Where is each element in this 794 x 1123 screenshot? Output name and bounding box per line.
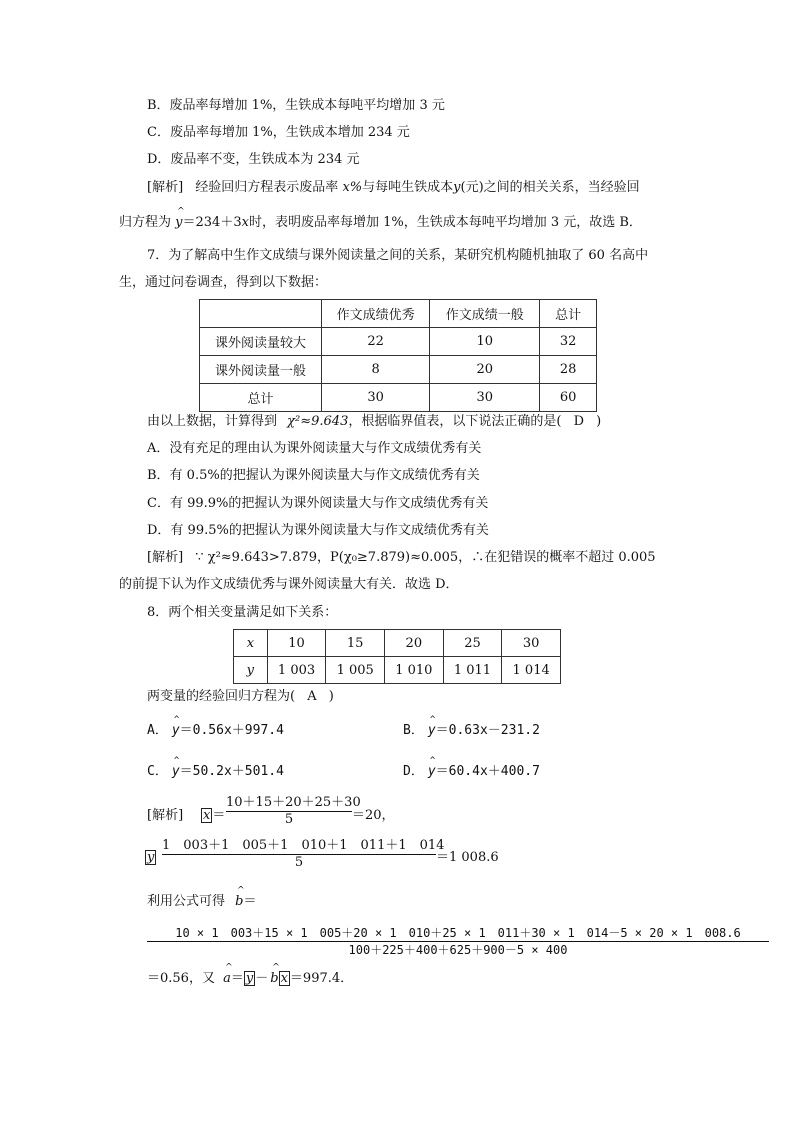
y-bar-fraction: 1 003＋1 005＋1 010＋1 011＋1 014 5 (162, 838, 445, 870)
table-cell: 15 (326, 630, 385, 657)
table-cell: 课外阅读量较大 (200, 328, 322, 356)
x-bar-result: ＝20， (352, 808, 395, 823)
table-cell: 25 (443, 630, 502, 657)
x-bar-symbol: x ＝ (203, 808, 226, 823)
table-cell: 作文成绩优秀 (322, 300, 430, 328)
q7-option-d: D．有 99.5%的把握认为课外阅读量大与作文成绩优秀有关 (147, 523, 489, 538)
table-cell: 8 (322, 356, 430, 384)
q7-option-b: B．有 0.5%的把握认为课外阅读量大与作文成绩优秀有关 (147, 468, 480, 483)
table-row (200, 384, 597, 412)
table-cell: 1 003 (267, 657, 326, 684)
q8-data-table (233, 629, 561, 684)
table-cell: 30 (502, 630, 561, 657)
q6-option-c: C．废品率每增加 1%，生铁成本增加 234 元 (147, 125, 410, 140)
q7-option-c: C．有 99.9%的把握认为课外阅读量大与作文成绩优秀有关 (147, 496, 489, 511)
q8-option-d: D．^ y＝60.4x＋400.7 (403, 763, 540, 781)
table-cell: 1 011 (443, 657, 502, 684)
q6-option-d: D．废品率不变，生铁成本为 234 元 (147, 152, 360, 167)
table-cell: 30 (322, 384, 430, 412)
table-header-row (200, 300, 597, 328)
table-cell: 1 005 (326, 657, 385, 684)
q8-option-b: B．^ y＝0.63x－231.2 (403, 722, 540, 740)
table-cell: 总计 (200, 384, 322, 412)
x-bar-fraction: 10＋15＋20＋25＋30 5 (226, 795, 361, 827)
table-cell: 作文成绩一般 (430, 300, 540, 328)
table-row (200, 328, 597, 356)
q6-analysis-line1: [解析] 经验回归方程表示废品率 x%与每吨生铁成本y(元)之间的相关关系，当经验回 (147, 180, 640, 195)
answer: A (307, 689, 317, 704)
table-cell: 20 (385, 630, 444, 657)
table-row (234, 630, 561, 657)
table-cell: 32 (540, 328, 597, 356)
q7-question-line: 由以上数据，计算得到 χ²≈9.643，根据临界值表，以下说法正确的是( D ) (147, 414, 602, 429)
table-cell (200, 300, 322, 328)
q7-stem-line2: 生，通过问卷调查，得到以下数据： (119, 275, 328, 290)
q8-option-c: C．^ y＝50.2x＋501.4 (147, 763, 284, 781)
q8-stem: 8．两个相关变量满足如下关系： (147, 605, 338, 620)
analysis-label: [解析] (147, 180, 184, 195)
table-cell: x (234, 630, 268, 657)
table-cell: 1 010 (385, 657, 444, 684)
table-cell: 10 (267, 630, 326, 657)
q6-analysis-line2: 归方程为 ^ y＝234＋3x时，表明废品率每增加 1%，生铁成本每吨平均增加 3 元，故选 B． (119, 214, 642, 232)
table-cell: 1 014 (502, 657, 561, 684)
q7-option-a: A．没有充足的理由认为课外阅读量大与作文成绩优秀有关 (147, 441, 482, 456)
table-cell: 10 (430, 328, 540, 356)
q7-analysis-line2: 的前提下认为作文成绩优秀与课外阅读量大有关．故选 D． (119, 577, 459, 592)
analysis-label: [解析] (147, 550, 184, 565)
q8-question: 两变量的经验回归方程为( A ) (147, 689, 334, 704)
table-cell: 20 (430, 356, 540, 384)
q8-option-a: A．^ y＝0.56x＋997.4 (147, 722, 284, 740)
q7-contingency-table (199, 299, 597, 412)
table-cell: 28 (540, 356, 597, 384)
q6-option-b: B．废品率每增加 1%，生铁成本每吨平均增加 3 元 (147, 98, 445, 113)
formula-intro: 利用公式可得 ^ b＝ (147, 893, 257, 911)
table-row (234, 657, 561, 684)
y-bar-symbol: y (147, 850, 155, 865)
b-hat-fraction: 10 × 1 003＋15 × 1 005＋20 × 1 010＋25 × 1 011＋30 × 1 014－5 × 20 × 1 008.6 100＋225＋400＋625＋900－5 × 400 (147, 925, 769, 958)
y-bar-result: ＝1 008.6 (436, 850, 499, 865)
final-result: ＝0.56，又 ^ a＝ y －^ b x ＝997.4． (147, 970, 353, 988)
table-cell: 22 (322, 328, 430, 356)
q7-analysis-line1: [解析] ∵ χ²≈9.643>7.879，P(χ₀≥7.879)≈0.005，∴在犯错误的概率不超过 0.005 (147, 550, 656, 565)
q7-stem-line1: 7．为了解高中生作文成绩与课外阅读量之间的关系，某研究机构随机抽取了 60 名高中 (147, 248, 649, 263)
table-cell: 课外阅读量一般 (200, 356, 322, 384)
table-row (200, 356, 597, 384)
table-cell: y (234, 657, 268, 684)
table-cell: 30 (430, 384, 540, 412)
table-cell: 60 (540, 384, 597, 412)
analysis-label: [解析] (147, 808, 184, 823)
answer: D (573, 414, 585, 429)
table-cell: 总计 (540, 300, 597, 328)
